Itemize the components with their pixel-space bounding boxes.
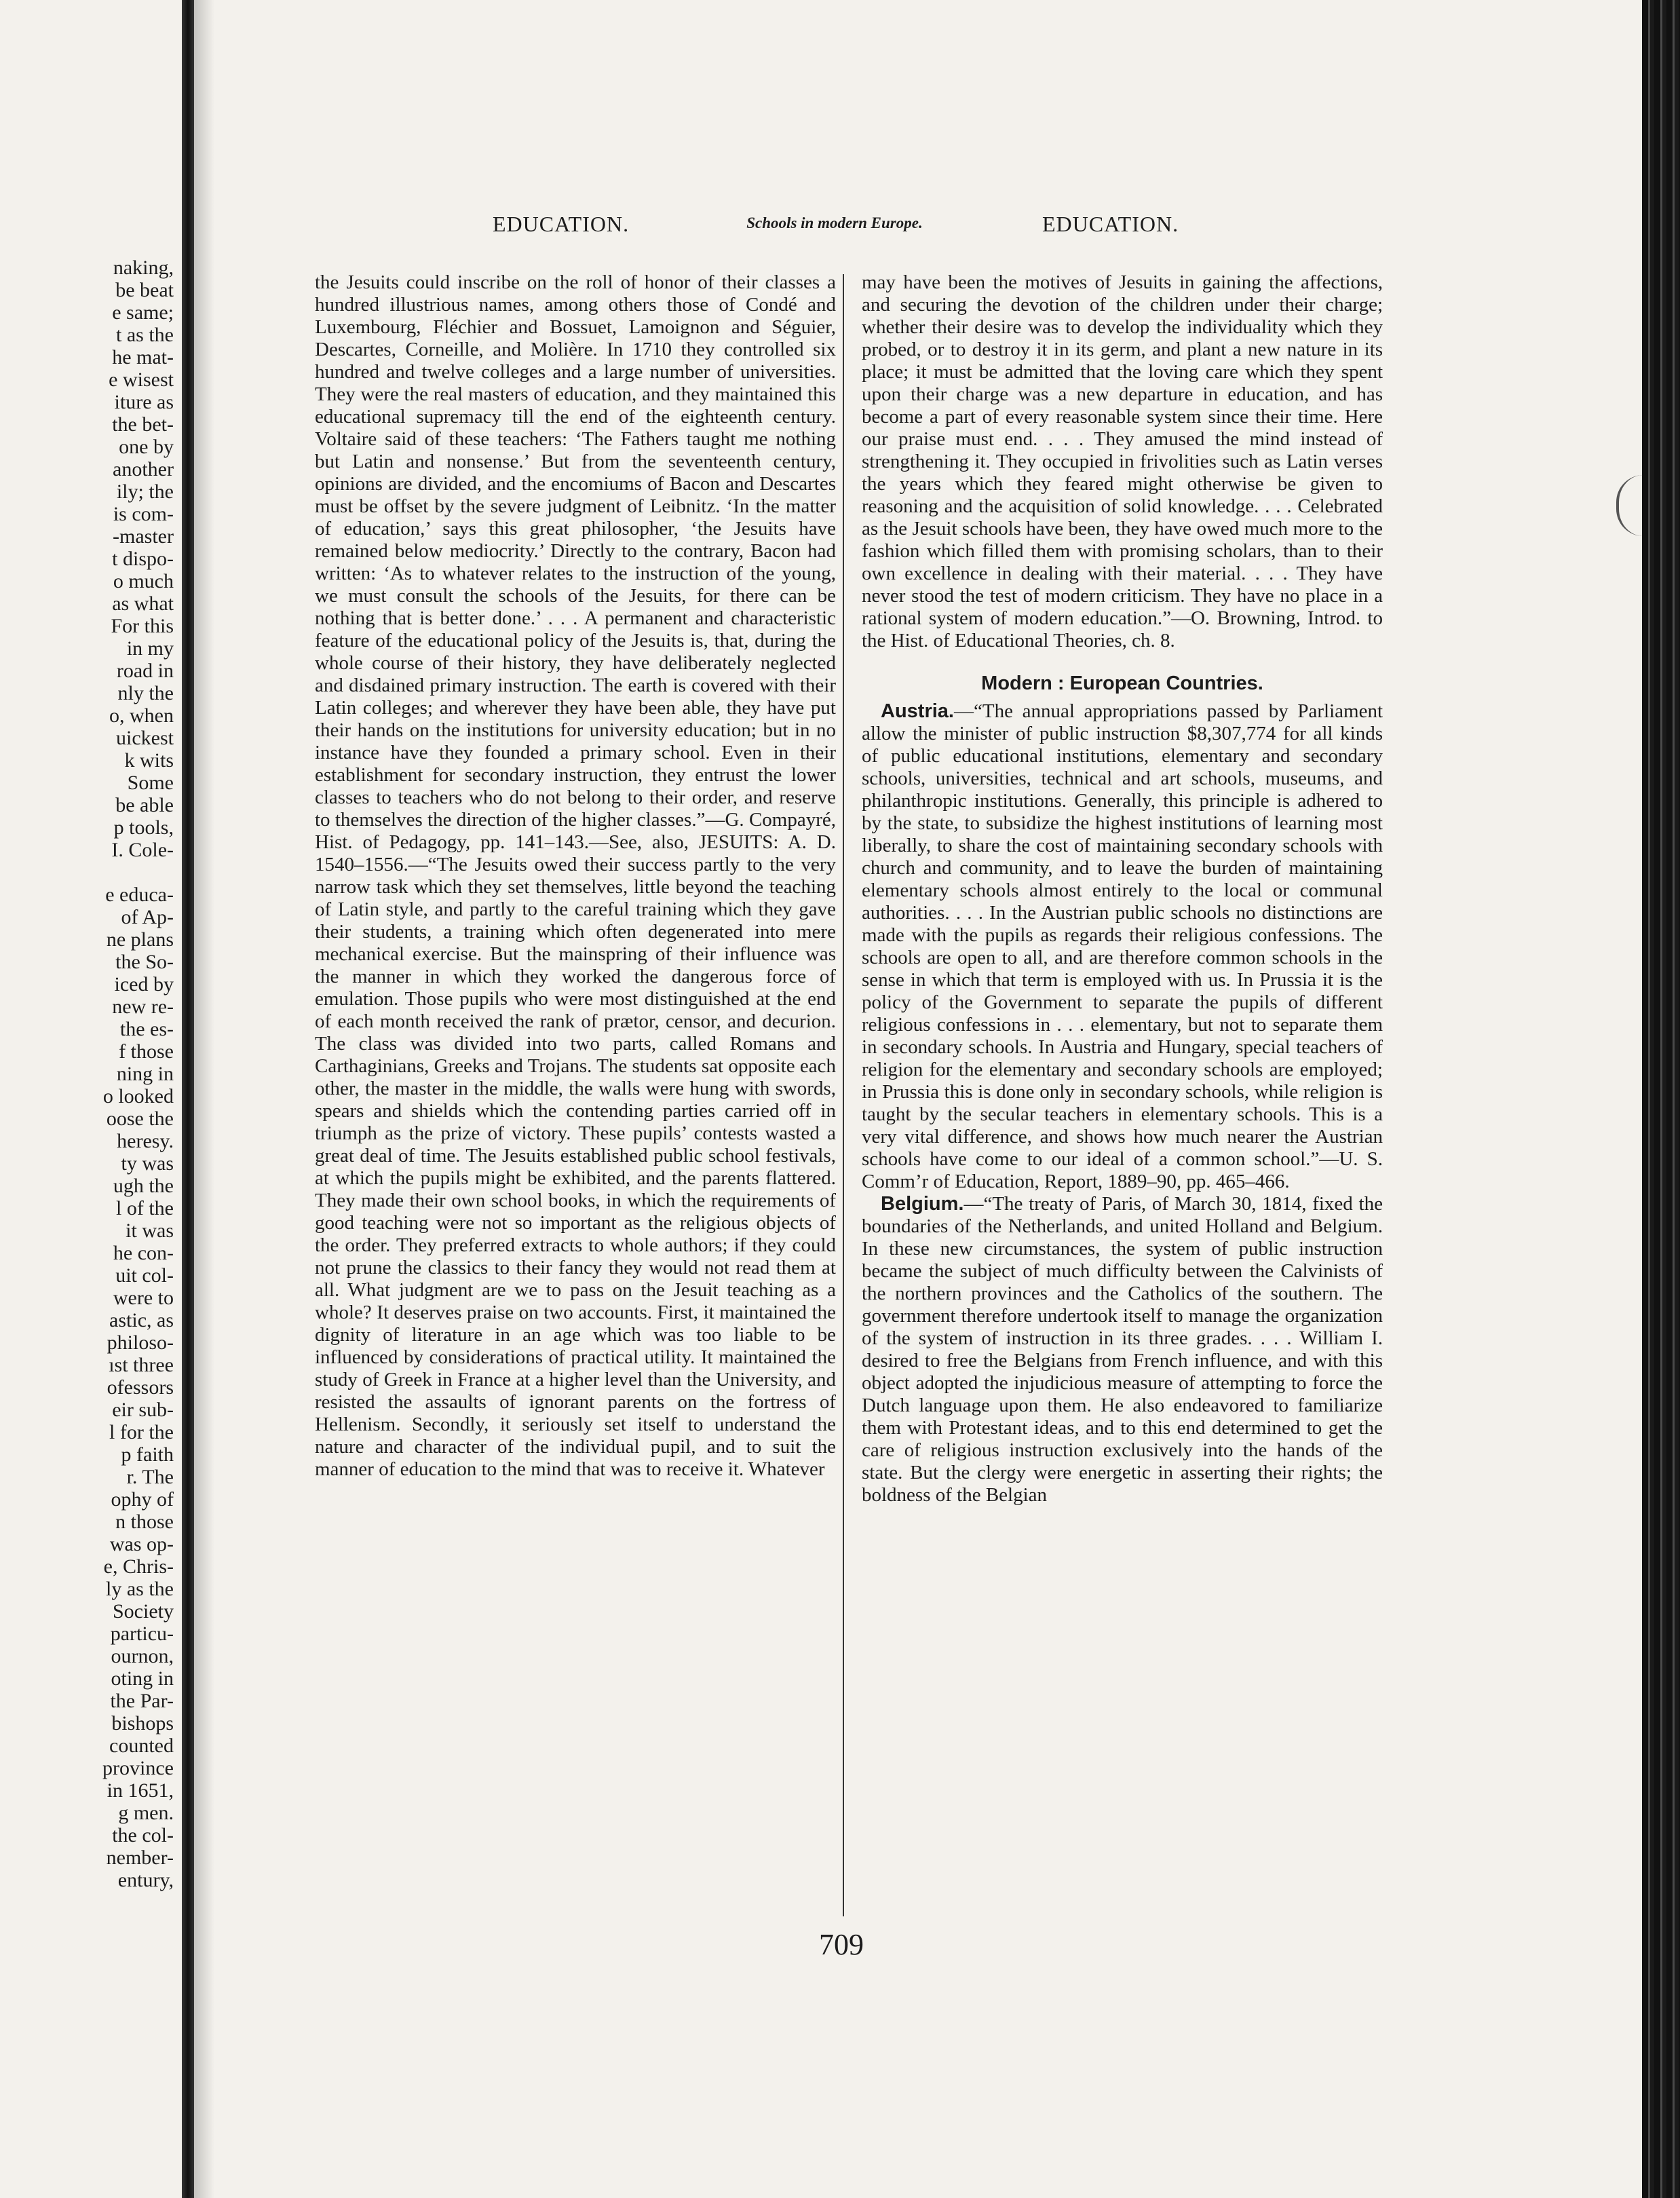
right-column (862, 271, 1383, 1507)
previous-page-line: e educa- (105, 884, 174, 906)
previous-page-line: f those (119, 1040, 174, 1063)
previous-page-line: new re- (112, 996, 174, 1018)
previous-page-line: be able (115, 794, 174, 816)
book-gutter (182, 0, 194, 2198)
previous-page-line: the es- (119, 1018, 174, 1040)
previous-page-line: ournon, (111, 1645, 174, 1667)
previous-page-line: t as the (116, 324, 174, 346)
entry-austria-text: —“The annual appropriations passed by Parliament allow the minister of public instruction $8,307,774 for all kinds of public educational institutions, elementary and secondary schools, universities, technical and art schools, museums, and philanthropic institutions. Generally, this principle is adhered to by the state, to subsidize the highest institutions of learning most liberally, to share the cost of maintaining secondary schools with church and community, and to leave the burden of maintaining elementary schools almost entirely to the local or communal authorities. . . . In the Austrian public schools no distinctions are made with the pupils as regards their religious confessions. The schools are open to all, and are therefore common schools in the sense in which that term is employed with us. In Prussia it is the policy of the Government to separate the pupils of different religious confessions in . . . elementary, but not to separate them in secondary schools. In Austria and Hungary, special teachers of religion for the elementary and secondary schools are employed; in Prussia this is done only in secondary schools, while religion is taught by the secular teachers in elementary schools. This is a very vital difference, and shows how much nearer the Austrian schools have come to our ideal of a common school.”—U. S. Comm’r of Education, Report, 1889–90, pp. 465–466. (862, 700, 1383, 1192)
previous-page-line: road in (116, 660, 174, 682)
page-edge (1642, 0, 1680, 2198)
entry-belgium (862, 1193, 1383, 1507)
entry-austria (862, 700, 1383, 1193)
previous-page-line: ily; the (116, 480, 174, 503)
entry-belgium-lead: Belgium. (881, 1193, 964, 1215)
previous-page-line: uit col- (115, 1264, 174, 1287)
previous-page-line: in my (126, 637, 174, 660)
previous-page-line: ty was (121, 1152, 174, 1175)
previous-page-line: bishops (111, 1712, 174, 1735)
previous-page-line: ophy of (111, 1488, 174, 1511)
previous-page-line: eir sub- (112, 1399, 174, 1421)
previous-page-line: e, Chris- (103, 1555, 174, 1578)
page-curl-mark (1616, 475, 1646, 536)
previous-page-line: ugh the (113, 1175, 174, 1197)
page-number: 709 (819, 1928, 864, 1961)
previous-page-line: philoso- (107, 1331, 174, 1354)
previous-page-line: oting in (111, 1667, 174, 1690)
previous-page-strip (0, 258, 178, 1907)
previous-page-line: nember- (106, 1846, 174, 1869)
previous-page-line: k wits (124, 749, 174, 772)
previous-page-line: another (113, 458, 174, 480)
previous-page-line: Society (113, 1600, 174, 1623)
previous-page-line: uickest (116, 727, 174, 749)
previous-page-line: iture as (114, 391, 174, 413)
previous-page-line: be beat (115, 279, 174, 301)
previous-page-line: province (102, 1757, 174, 1779)
previous-page-line: counted (109, 1735, 174, 1757)
previous-page-line: the bet- (112, 413, 174, 436)
previous-page-line: he mat- (112, 346, 174, 368)
previous-page-line: of Ap- (121, 906, 174, 928)
previous-page-line: he con- (113, 1242, 174, 1264)
previous-page-line: was op- (109, 1533, 174, 1555)
previous-page-line: is com- (113, 503, 174, 525)
previous-page-line: the Par- (110, 1690, 174, 1712)
previous-page-line: n those (115, 1511, 174, 1533)
previous-page-line: p tools, (113, 816, 174, 839)
previous-page-line: astic, as (109, 1309, 174, 1331)
previous-page-line: -master (113, 525, 174, 548)
previous-page-line: ıst three (109, 1354, 174, 1376)
previous-page-line: ofessors (107, 1376, 174, 1399)
running-head-center: Schools in modern Europe. (746, 214, 923, 231)
previous-page-line: as what (112, 592, 174, 615)
previous-page-line: e same; (112, 301, 174, 324)
previous-page-line: l of the (116, 1197, 174, 1219)
right-column-continuation: may have been the motives of Jesuits in gaining the affections, and securing the devotion of the children under their charge; whether their desire was to develop the individuality which they probed, or to destroy it in its germ, and plant a new nature in its place; it must be admitted that the loving care which they spent upon their charge was a new departure in education, and has become a part of every reasonable system since their time. Here our praise must end. . . . They amused the mind instead of strengthening it. They occupied in frivolities such as Latin verses the years which they feared might otherwise be given to reasoning and the acquisition of solid knowledge. . . . Celebrated as the Jesuit schools have been, they have owed much more to the fashion which filled them with promising scholars, than to their own excellence in dealing with their material. . . . They have never stood the test of modern criticism. They have no place in a rational system of modern education.”—O. Browning, Introd. to the Hist. of Educational Theories, ch. 8. (862, 271, 1383, 651)
previous-page-line: particu- (110, 1623, 174, 1645)
left-column (315, 271, 836, 1481)
section-heading: Modern : European Countries. (981, 672, 1263, 694)
entry-austria-lead: Austria. (881, 700, 954, 722)
column-divider (843, 274, 844, 1916)
previous-page-line: were to (113, 1287, 174, 1309)
previous-page-line: the So- (115, 951, 174, 973)
previous-page-line: it was (126, 1219, 174, 1242)
previous-page-line: naking, (113, 258, 174, 279)
previous-page-line: the col- (112, 1824, 174, 1846)
previous-page-line: t dispo- (112, 548, 174, 570)
previous-page-line: in 1651, (107, 1779, 174, 1802)
previous-page-line: nly the (117, 682, 174, 704)
previous-page-line: ning in (116, 1063, 174, 1085)
previous-page-line: For this (111, 615, 174, 637)
previous-page-line: g men. (118, 1802, 174, 1824)
gutter-shadow (194, 0, 214, 2198)
left-column-text: the Jesuits could inscribe on the roll of honor of their classes a hundred illustrious names, among others those of Condé and Luxembourg, Fléchier and Bossuet, Lamoignon and Séguier, Descartes, Corneille, and Molière. In 1710 they controlled six hundred and twelve colleges and a large number of universities. They were the real masters of education, and they maintained this educational supremacy till the end of the eighteenth century. Voltaire said of these teachers: ‘The Fathers taught me nothing but Latin and nonsense.’ But from the seventeenth century, opinions are divided, and the encomiums of Bacon and Descartes must be offset by the severe judgment of Leibnitz. ‘In the matter of education,’ says this great philosopher, ‘the Jesuits have remained below mediocrity.’ Directly to the contrary, Bacon had written: ‘As to whatever relates to the instruction of the young, we must consult the schools of the Jesuits, for there can be nothing that is better done.’ . . . A permanent and characteristic feature of the educational policy of the Jesuits is, that, during the whole course of their history, they have deliberately neglected and disdained primary instruction. The earth is covered with their Latin colleges; and wherever they have been able, they have put their hands on the institutions for university education; but in no instance have they founded a primary school. Even in their establishment for secondary instruction, they entrust the lower classes to teachers who do not belong to their order, and reserve to themselves the direction of the higher classes.”—G. Compayré, Hist. of Pedagogy, pp. 141–143.—See, also, JESUITS: A. D. 1540–1556.—“The Jesuits owed their success partly to the very narrow task which they set themselves, little beyond the teaching of Latin style, and partly to the careful training which they gave their students, a training which often degenerated into mere mechanical exercise. But the mainspring of their influence was the manner in which they worked the dangerous force of emulation. Those pupils who were most distinguished at the end of each month received the rank of prætor, censor, and decurion. The class was divided into two parts, called Romans and Carthaginians, Greeks and Trojans. The students sat opposite each other, the master in the middle, the walls were hung with swords, spears and shields which the contending parties carried off in triumph as the prize of victory. These pupils’ contests wasted a great deal of time. The Jesuits established public school festivals, at which the pupils might be exhibited, and the parents flattered. They made their own school books, in which the requirements of good teaching were not so important as the religious objects of the order. They preferred extracts to whole authors; if they could not prune the classics to their fancy they would not read them at all. What judgment are we to pass on the Jesuit teaching as a whole? It deserves praise on two accounts. First, it maintained the dignity of literature in an age which was too liable to be influenced by considerations of practical utility. It maintained the study of Greek in France at a higher level than the University, and resisted the assaults of ignorant parents on the fortress of Hellenism. Secondly, it seriously set itself to understand the nature and character of the individual pupil, and to suit the manner of education to the mind that was to receive it. Whatever (315, 271, 836, 1480)
previous-page-line: heresy. (117, 1130, 174, 1152)
previous-page-line: I. Cole- (111, 839, 174, 861)
entry-belgium-text: —“The treaty of Paris, of March 30, 1814, fixed the boundaries of the Netherlands, and united Holland and Belgium. In these new circumstances, the system of public instruction became the subject of much difficulty between the Calvinists of the northern provinces and the Catholics of the southern. The government therefore undertook itself to manage the organization of the system of instruction in its three grades. . . . William I. desired to free the Belgians from French influence, and with this object adopted the injudicious measure of attempting to force the Dutch language upon them. He also endeavored to familiarize them with Protestant ideas, and to this end determined to get the care of religious instruction exclusively into the hands of the state. But the clergy were energetic in asserting their rights; the boldness of the Belgian (862, 1193, 1383, 1506)
previous-page-line: e wisest (109, 368, 174, 391)
previous-page-line: p faith (121, 1443, 174, 1466)
previous-page-line: oose the (106, 1107, 174, 1130)
previous-page-line: o, when (109, 704, 174, 727)
running-head-right: EDUCATION. (1042, 212, 1179, 236)
previous-page-line: ne plans (106, 928, 174, 951)
previous-page-line: ly as the (106, 1578, 174, 1600)
previous-page-line: l for the (109, 1421, 174, 1443)
previous-page-line: Some (127, 772, 174, 794)
running-head-left: EDUCATION. (493, 212, 630, 236)
previous-page-line: iced by (114, 973, 174, 996)
previous-page-line: one by (119, 436, 174, 458)
previous-page-line: o looked (102, 1085, 174, 1107)
previous-page-line: entury, (117, 1869, 174, 1891)
previous-page-line: o much (113, 570, 174, 592)
previous-page-line: r. The (126, 1466, 174, 1488)
